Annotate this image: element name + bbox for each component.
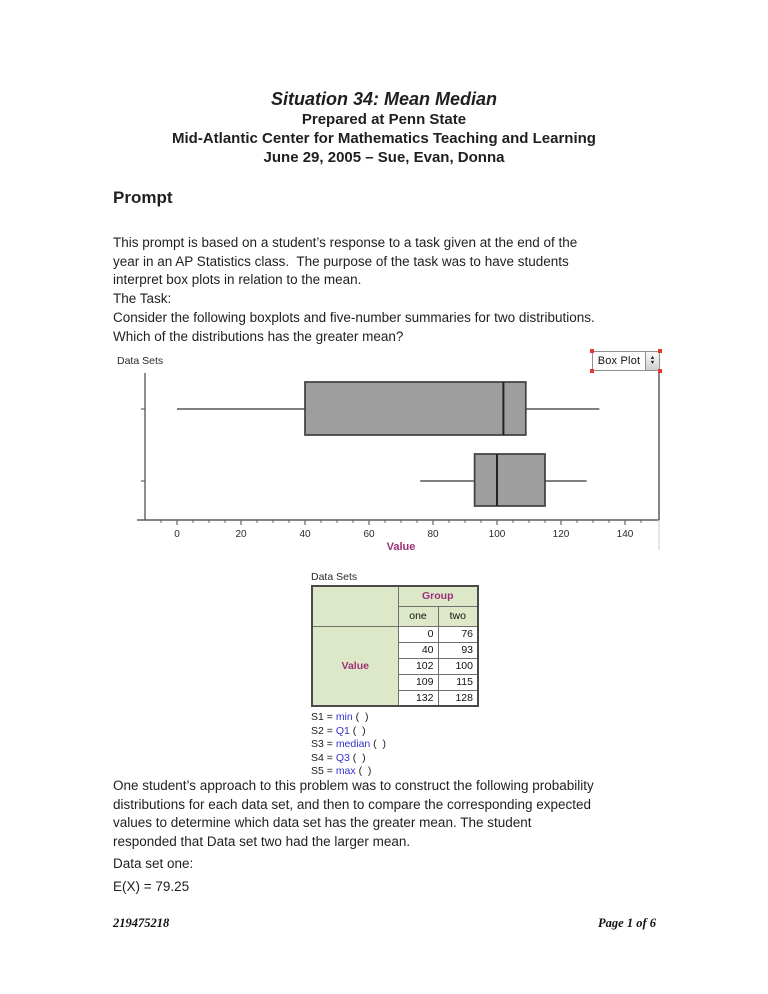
chart-title: Data Sets	[117, 355, 164, 367]
document-title: Situation 34: Mean Median	[270, 89, 498, 109]
paragraph-line: Consider the following boxplots and five-number summaries for two distributions.	[113, 310, 595, 325]
svg-text:100: 100	[488, 529, 506, 540]
arrow-down-icon[interactable]: ▼	[649, 360, 656, 366]
plot-type-dropdown[interactable]	[592, 351, 660, 371]
selection-handle	[658, 349, 662, 353]
paragraph-line: This prompt is based on a student’s response to a task given at the end of the	[113, 235, 578, 250]
paragraph-line: E(X) = 79.25	[113, 879, 190, 894]
boxplot-chart	[0, 350, 768, 564]
expected-value-line	[113, 878, 189, 897]
summary-formula: S2 = Q1 ( )	[311, 724, 366, 737]
prompt-heading: Prompt	[113, 188, 173, 207]
table-row	[312, 626, 478, 642]
corner-cell	[312, 586, 398, 626]
table-cell: 76	[438, 626, 478, 642]
paragraph-line: Data set one:	[113, 856, 194, 871]
intro-paragraph	[113, 234, 577, 290]
svg-text:140: 140	[616, 529, 634, 540]
footer-document-id: 219475218	[113, 916, 170, 930]
summary-formula: S1 = min ( )	[311, 711, 369, 723]
paragraph-line: distributions for each data set, and then to compare the corresponding expected	[113, 796, 592, 812]
summary-formula: S3 = median ( )	[311, 738, 387, 750]
approach-paragraph	[113, 777, 594, 852]
footer-page-number: Page 1 of 6	[598, 916, 656, 930]
paragraph-line: The Task:	[113, 291, 172, 306]
subtitle-prepared: Prepared at Penn State	[301, 111, 467, 128]
plot-type-label: Box Plot	[597, 355, 641, 367]
task-label	[113, 290, 171, 309]
column-header-two: two	[438, 606, 478, 626]
paragraph-line: One student’s approach to this problem was to construct the following probability	[113, 778, 594, 793]
title-block	[0, 89, 768, 167]
svg-text:80: 80	[427, 529, 439, 540]
table-cell: 40	[398, 642, 438, 658]
column-header-one: one	[398, 606, 438, 626]
svg-text:60: 60	[363, 529, 375, 540]
table-cell: 102	[398, 658, 438, 674]
group-header-cell: Group	[398, 586, 478, 606]
subtitle-center: Mid-Atlantic Center for Mathematics Teaching and Learning	[172, 130, 596, 147]
dataset-one-label	[113, 855, 193, 874]
table-cell: 0	[398, 626, 438, 642]
paragraph-line: year in an AP Statistics class. The purpose of the task was to have students	[113, 253, 569, 269]
subtitle-date-authors: June 29, 2005 – Sue, Evan, Donna	[263, 149, 505, 166]
table-cell: 115	[438, 674, 478, 690]
paragraph-line: Which of the distributions has the greater mean?	[113, 328, 404, 344]
table-row	[312, 586, 478, 606]
svg-text:120: 120	[552, 529, 570, 540]
summary-formula: S4 = Q3 ( )	[311, 751, 366, 764]
svg-text:20: 20	[235, 529, 247, 540]
arrow-up-icon[interactable]: ▲	[649, 354, 656, 361]
selection-handle	[658, 369, 662, 373]
task-paragraph	[113, 309, 595, 346]
selection-handle	[590, 369, 594, 373]
data-sets-table	[311, 585, 479, 707]
table-cell: 128	[438, 690, 478, 706]
svg-text:0: 0	[174, 529, 180, 540]
svg-text:40: 40	[299, 529, 311, 540]
table-title: Data Sets	[311, 571, 358, 583]
summary-formula-list	[311, 711, 479, 779]
table-cell: 132	[398, 690, 438, 706]
value-row-header: Value	[312, 626, 398, 706]
table-cell: 100	[438, 658, 478, 674]
selection-handle	[590, 349, 594, 353]
page-footer	[113, 916, 656, 931]
paragraph-line: values to determine which data set has the greater mean. The student	[113, 815, 532, 831]
svg-text:Value: Value	[386, 541, 416, 553]
boxplot-canvas	[0, 350, 768, 564]
summary-table-block	[311, 571, 479, 779]
paragraph-line: responded that Data set two had the larger mean.	[113, 834, 411, 850]
summary-formula: S5 = max ( )	[311, 765, 372, 777]
table-cell: 109	[398, 674, 438, 690]
stepper-icon[interactable]	[645, 352, 659, 370]
table-cell: 93	[438, 642, 478, 658]
paragraph-line: interpret box plots in relation to the mean.	[113, 272, 362, 288]
